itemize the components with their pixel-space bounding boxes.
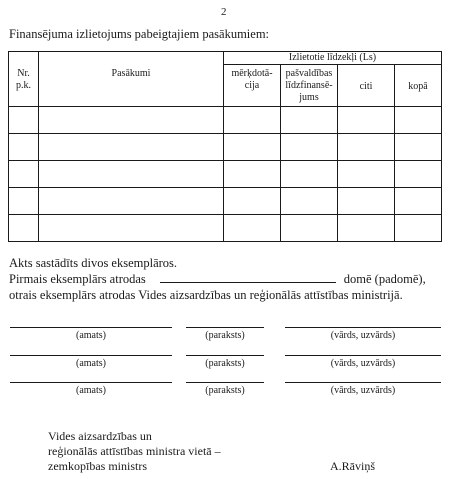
name-line[interactable]	[285, 355, 441, 356]
signature-line[interactable]	[186, 382, 264, 383]
name-label: (vārds, uzvārds)	[330, 330, 396, 341]
position-label: (amats)	[76, 385, 106, 396]
first-copy-line	[9, 272, 426, 287]
position-line[interactable]	[10, 382, 172, 383]
signatory-title-line2: reģionālās attīstības ministra vietā –	[48, 444, 221, 458]
council-suffix: domē (padomē),	[343, 272, 426, 286]
council-name-blank[interactable]	[160, 272, 336, 283]
name-label: (vārds, uzvārds)	[330, 358, 396, 369]
signature-label: (paraksts)	[205, 330, 245, 341]
signature-line[interactable]	[186, 327, 264, 328]
col-header-pasakumi: Pasākumi	[39, 52, 224, 107]
table-row	[9, 161, 442, 188]
position-label: (amats)	[76, 330, 106, 341]
copies-statement: Akts sastādīts divos eksemplāros.	[9, 256, 178, 270]
col-header-merkdotacija: mērķdotā-cija	[224, 65, 281, 107]
signature-label: (paraksts)	[205, 358, 245, 369]
signature-label: (paraksts)	[205, 385, 245, 396]
signatory-name: A.Rāviņš	[330, 459, 375, 473]
col-header-nr: Nr. p.k.	[9, 52, 39, 107]
signatory-title-line3: zemkopības ministrs	[48, 459, 147, 473]
position-line[interactable]	[10, 355, 172, 356]
first-copy-label: Pirmais eksemplārs atrodas	[9, 272, 146, 286]
table-row	[9, 188, 442, 215]
name-line[interactable]	[285, 382, 441, 383]
name-label: (vārds, uzvārds)	[330, 385, 396, 396]
table-row	[9, 107, 442, 134]
col-header-pasvaldibas: pašvaldības līdzfinansē-jums	[281, 65, 338, 107]
page-number: 2	[221, 6, 227, 18]
table-row	[9, 134, 442, 161]
name-line[interactable]	[285, 327, 441, 328]
signature-line[interactable]	[186, 355, 264, 356]
position-line[interactable]	[10, 327, 172, 328]
funding-table	[8, 51, 442, 242]
signatory-title-line1: Vides aizsardzības un	[48, 429, 152, 443]
position-label: (amats)	[76, 358, 106, 369]
col-header-kopa: kopā	[395, 65, 442, 107]
col-header-group: Izlietotie līdzekļi (Ls)	[224, 52, 442, 65]
table-row	[9, 215, 442, 242]
second-copy-line: otrais eksemplārs atrodas Vides aizsardzības un reģionālās attīstības ministrijā.	[9, 288, 403, 302]
section-heading: Finansējuma izlietojums pabeigtajiem pasākumiem:	[9, 27, 270, 41]
col-header-citi: citi	[338, 65, 395, 107]
